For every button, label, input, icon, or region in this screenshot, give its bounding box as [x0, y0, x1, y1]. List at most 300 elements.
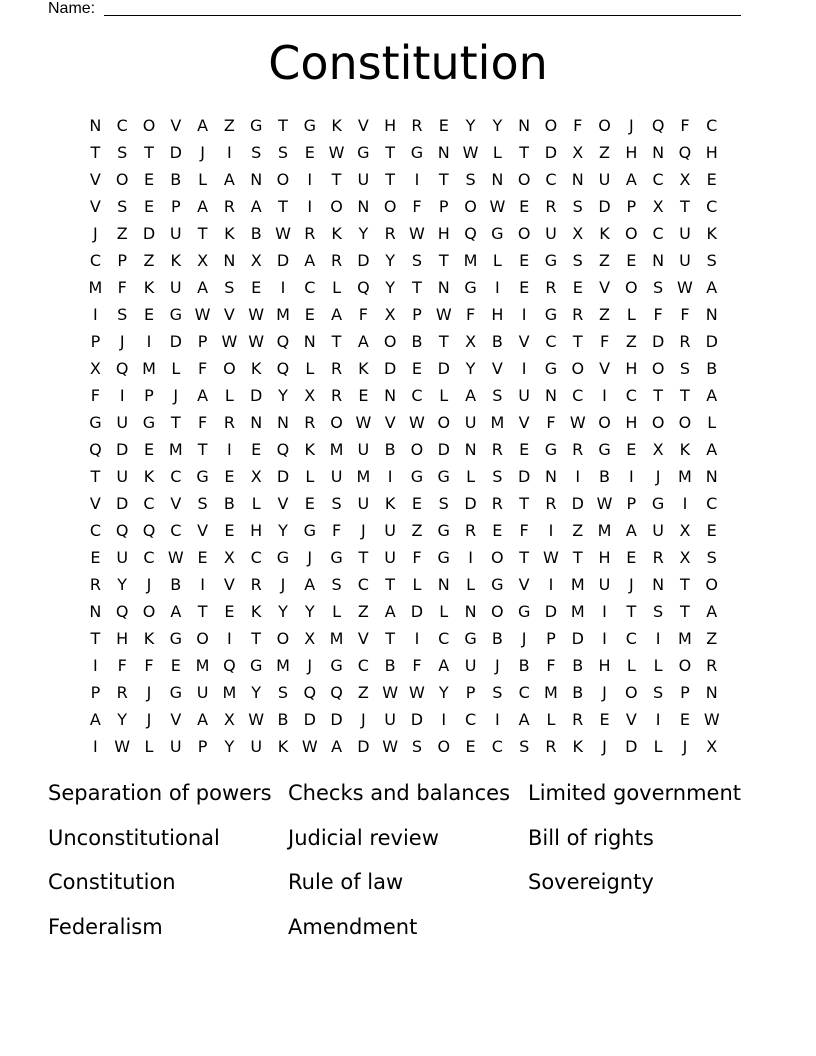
grid-letter: U: [330, 467, 343, 486]
grid-letter: P: [680, 683, 690, 702]
grid-letter: G: [303, 116, 316, 135]
grid-letter: S: [277, 683, 289, 702]
grid-letter: M: [678, 629, 692, 648]
grid-letter: G: [330, 656, 343, 675]
grid-letter: E: [224, 602, 235, 621]
grid-letter: B: [599, 467, 611, 486]
grid-letter: R: [223, 413, 235, 432]
grid-letter: P: [412, 305, 422, 324]
grid-letter: X: [652, 440, 664, 459]
grid-letter: S: [117, 305, 128, 324]
grid-letter: N: [464, 440, 477, 459]
grid-letter: P: [197, 332, 208, 351]
grid-letter: R: [223, 197, 235, 216]
grid-letter: G: [437, 548, 450, 567]
grid-letter: E: [626, 440, 637, 459]
grid-letter: C: [250, 548, 262, 567]
grid-letter: B: [223, 494, 235, 513]
grid-letter: V: [599, 359, 611, 378]
grid-letter: C: [464, 710, 477, 729]
grid-letter: B: [384, 440, 396, 459]
grid-letter: Q: [115, 521, 129, 540]
grid-letter: W: [114, 737, 131, 756]
grid-letter: T: [412, 278, 422, 297]
grid-letter: Z: [143, 251, 155, 270]
grid-letter: E: [706, 521, 717, 540]
grid-letter: O: [142, 602, 156, 621]
grid-letter: I: [93, 737, 98, 756]
grid-letter: R: [304, 413, 316, 432]
grid-letter: R: [491, 440, 503, 459]
grid-letter: J: [146, 575, 152, 594]
grid-letter: R: [384, 224, 396, 243]
grid-letter: V: [89, 494, 101, 513]
grid-letter: G: [330, 548, 343, 567]
grid-letter: V: [197, 521, 209, 540]
grid-letter: U: [169, 224, 182, 243]
grid-letter: E: [170, 656, 181, 675]
grid-letter: O: [651, 413, 665, 432]
grid-letter: O: [491, 602, 504, 621]
grid-letter: F: [573, 116, 583, 135]
grid-letter: M: [490, 413, 505, 432]
grid-letter: T: [680, 386, 690, 405]
grid-letter: X: [304, 386, 316, 405]
grid-letter: Y: [465, 359, 476, 378]
grid-letter: F: [680, 116, 690, 135]
grid-letter: B: [170, 170, 182, 189]
grid-letter: D: [571, 494, 584, 513]
grid-letter: I: [682, 494, 688, 513]
grid-letter: N: [652, 143, 665, 162]
grid-letter: G: [544, 359, 558, 378]
grid-letter: L: [492, 143, 502, 162]
grid-letter: G: [276, 548, 290, 567]
grid-letter: G: [464, 278, 477, 297]
grid-letter: F: [197, 413, 208, 432]
grid-letter: D: [142, 224, 156, 243]
grid-letter: L: [546, 710, 556, 729]
grid-letter: C: [411, 386, 423, 405]
grid-letter: R: [331, 359, 343, 378]
grid-letter: G: [169, 683, 182, 702]
grid-letter: I: [655, 629, 661, 648]
grid-letter: J: [93, 224, 98, 243]
grid-letter: T: [278, 197, 288, 216]
grid-letter: H: [491, 305, 504, 324]
grid-letter: N: [437, 278, 450, 297]
grid-letter: W: [677, 278, 693, 297]
grid-letter: D: [437, 440, 450, 459]
grid-letter: O: [196, 629, 209, 648]
grid-letter: I: [414, 629, 420, 648]
grid-letter: G: [598, 440, 611, 459]
grid-letter: C: [143, 494, 155, 513]
grid-letter: K: [384, 494, 396, 513]
grid-letter: J: [146, 683, 152, 702]
grid-letter: W: [382, 737, 399, 756]
grid-letter: Y: [465, 116, 476, 135]
grid-letter: H: [625, 143, 638, 162]
grid-letter: T: [358, 548, 369, 567]
grid-letter: I: [575, 467, 581, 486]
grid-letter: Y: [385, 278, 396, 297]
grid-letter: L: [171, 359, 181, 378]
grid-letter: T: [438, 170, 449, 189]
grid-letter: U: [679, 224, 691, 243]
grid-letter: O: [491, 548, 504, 567]
grid-letter: S: [438, 494, 449, 513]
grid-letter: K: [706, 224, 717, 243]
grid-letter: O: [517, 224, 531, 243]
grid-letter: N: [437, 143, 450, 162]
grid-letter: G: [437, 521, 450, 540]
grid-letter: E: [197, 548, 208, 567]
grid-letter: J: [628, 575, 634, 594]
grid-letter: F: [546, 656, 556, 675]
grid-letter: X: [679, 170, 691, 189]
word-list-item: Unconstitutional: [48, 825, 220, 850]
grid-letter: C: [304, 278, 316, 297]
grid-letter: P: [90, 332, 101, 351]
grid-letter: N: [223, 251, 236, 270]
grid-letter: K: [679, 440, 691, 459]
grid-letter: F: [680, 305, 690, 324]
grid-letter: D: [705, 332, 718, 351]
grid-letter: E: [143, 170, 155, 189]
grid-letter: E: [411, 359, 423, 378]
word-list-item: Constitution: [48, 870, 176, 894]
grid-letter: P: [197, 737, 208, 756]
word-list-item: Limited government: [528, 781, 742, 805]
grid-letter: D: [276, 251, 290, 270]
grid-letter: M: [463, 251, 478, 270]
grid-letter: U: [357, 170, 370, 189]
grid-letter: H: [625, 413, 638, 432]
grid-letter: L: [305, 467, 315, 486]
grid-letter: A: [304, 575, 316, 594]
grid-letter: Z: [411, 521, 423, 540]
grid-letter: K: [250, 359, 262, 378]
grid-letter: E: [224, 467, 235, 486]
grid-letter: O: [598, 413, 611, 432]
grid-letter: W: [221, 332, 238, 351]
word-list-item: Separation of powers: [48, 781, 272, 805]
grid-letter: X: [679, 521, 691, 540]
grid-letter: A: [706, 440, 718, 459]
grid-letter: U: [384, 548, 397, 567]
grid-letter: D: [544, 143, 558, 162]
grid-letter: R: [545, 197, 557, 216]
grid-letter: B: [706, 359, 718, 378]
grid-letter: N: [384, 386, 397, 405]
grid-letter: I: [93, 656, 98, 675]
grid-letter: D: [410, 710, 424, 729]
grid-letter: M: [356, 467, 371, 486]
grid-letter: G: [89, 413, 102, 432]
grid-letter: C: [491, 737, 503, 756]
grid-letter: A: [197, 710, 209, 729]
page-title: Constitution: [268, 36, 548, 90]
grid-letter: V: [518, 332, 530, 351]
grid-letter: J: [682, 737, 688, 756]
grid-letter: L: [439, 386, 449, 405]
grid-letter: A: [331, 737, 343, 756]
grid-letter: C: [545, 332, 557, 351]
grid-letter: T: [626, 602, 637, 621]
name-label: Name:: [48, 0, 96, 17]
grid-letter: R: [679, 332, 691, 351]
grid-letter: H: [705, 143, 718, 162]
grid-letter: V: [357, 116, 369, 135]
grid-letter: A: [197, 197, 209, 216]
grid-letter: Q: [142, 521, 156, 540]
grid-letter: M: [329, 440, 344, 459]
grid-letter: M: [88, 278, 103, 297]
grid-letter: T: [572, 548, 583, 567]
grid-letter: Z: [599, 143, 611, 162]
grid-letter: E: [224, 521, 235, 540]
grid-letter: S: [653, 278, 664, 297]
grid-letter: C: [357, 656, 369, 675]
grid-letter: N: [89, 602, 102, 621]
grid-letter: M: [329, 629, 344, 648]
grid-letter: E: [519, 440, 530, 459]
grid-letter: A: [357, 332, 369, 351]
grid-letter: G: [517, 602, 531, 621]
grid-letter: U: [357, 494, 370, 513]
grid-letter: X: [223, 548, 235, 567]
grid-letter: I: [655, 710, 661, 729]
grid-letter: P: [170, 197, 181, 216]
grid-letter: P: [90, 683, 101, 702]
grid-letter: E: [492, 521, 503, 540]
grid-letter: T: [251, 629, 262, 648]
grid-letter: K: [358, 359, 369, 378]
grid-letter: A: [197, 278, 209, 297]
grid-letter: O: [651, 359, 665, 378]
grid-letter: B: [277, 710, 289, 729]
grid-letter: D: [384, 359, 397, 378]
grid-letter: F: [117, 278, 127, 297]
grid-letter: M: [570, 575, 585, 594]
grid-letter: Y: [438, 683, 449, 702]
grid-letter: X: [304, 629, 316, 648]
grid-letter: E: [626, 251, 637, 270]
grid-letter: I: [494, 710, 500, 729]
grid-letter: T: [331, 332, 342, 351]
grid-letter: R: [572, 440, 584, 459]
grid-letter: G: [249, 656, 263, 675]
grid-letter: B: [491, 629, 503, 648]
grid-letter: W: [596, 494, 613, 513]
grid-letter: T: [197, 602, 208, 621]
grid-letter: O: [678, 656, 692, 675]
grid-letter: N: [544, 467, 557, 486]
grid-letter: G: [357, 143, 370, 162]
grid-letter: U: [357, 440, 370, 459]
grid-letter: L: [492, 251, 502, 270]
grid-letter: G: [169, 629, 182, 648]
grid-letter: B: [250, 224, 262, 243]
word-list-item: Judicial review: [288, 825, 439, 850]
grid-letter: V: [277, 494, 289, 513]
grid-letter: T: [680, 602, 690, 621]
grid-letter: W: [409, 413, 425, 432]
grid-letter: B: [491, 332, 503, 351]
grid-letter: Y: [358, 224, 369, 243]
grid-letter: F: [331, 521, 342, 540]
grid-letter: N: [437, 575, 450, 594]
grid-letter: C: [143, 548, 155, 567]
grid-letter: W: [248, 710, 265, 729]
grid-letter: Z: [625, 332, 637, 351]
grid-letter: G: [491, 224, 504, 243]
grid-letter: Y: [278, 602, 288, 621]
grid-letter: I: [602, 629, 607, 648]
grid-letter: O: [544, 116, 558, 135]
grid-letter: A: [518, 710, 530, 729]
grid-letter: R: [89, 575, 101, 594]
grid-letter: N: [491, 170, 504, 189]
grid-letter: Q: [464, 224, 477, 243]
grid-letter: Y: [492, 116, 503, 135]
grid-letter: U: [464, 656, 477, 675]
grid-letter: S: [492, 467, 503, 486]
grid-letter: C: [170, 521, 182, 540]
grid-letter: W: [409, 683, 425, 702]
grid-letter: Q: [276, 359, 290, 378]
grid-letter: U: [545, 224, 557, 243]
grid-letter: Z: [599, 305, 611, 324]
grid-letter: S: [197, 494, 208, 513]
grid-letter: R: [116, 683, 128, 702]
grid-letter: D: [517, 467, 531, 486]
grid-letter: T: [680, 197, 690, 216]
grid-letter: B: [572, 656, 584, 675]
word-list-item: Checks and balances: [288, 781, 511, 805]
grid-letter: G: [142, 413, 156, 432]
grid-letter: H: [625, 359, 638, 378]
grid-letter: X: [706, 737, 718, 756]
grid-letter: T: [331, 170, 342, 189]
grid-letter: F: [197, 359, 208, 378]
grid-letter: O: [276, 629, 290, 648]
grid-letter: A: [625, 170, 637, 189]
grid-letter: S: [519, 737, 530, 756]
grid-letter: N: [652, 251, 665, 270]
grid-letter: C: [170, 467, 182, 486]
grid-letter: T: [170, 413, 181, 432]
grid-letter: C: [89, 251, 101, 270]
grid-letter: J: [173, 386, 179, 405]
grid-letter: Q: [303, 683, 317, 702]
grid-letter: G: [544, 440, 558, 459]
grid-letter: X: [89, 359, 101, 378]
grid-letter: U: [518, 386, 530, 405]
grid-letter: V: [491, 359, 503, 378]
grid-letter: P: [546, 629, 556, 648]
grid-letter: E: [519, 278, 530, 297]
grid-letter: K: [250, 602, 262, 621]
word-list: [48, 776, 768, 954]
grid-letter: O: [625, 683, 638, 702]
grid-letter: K: [304, 440, 316, 459]
grid-letter: Q: [115, 359, 129, 378]
grid-letter: W: [489, 197, 506, 216]
grid-letter: C: [116, 116, 128, 135]
grid-letter: E: [358, 386, 369, 405]
grid-letter: E: [411, 494, 423, 513]
grid-letter: L: [198, 170, 208, 189]
grid-letter: G: [464, 629, 477, 648]
grid-letter: E: [143, 197, 155, 216]
grid-letter: O: [330, 413, 343, 432]
grid-letter: V: [170, 494, 182, 513]
grid-letter: J: [521, 629, 527, 648]
grid-letter: U: [116, 548, 129, 567]
grid-letter: E: [706, 170, 717, 189]
grid-letter: N: [89, 116, 102, 135]
grid-letter: J: [307, 548, 313, 567]
grid-letter: U: [169, 737, 182, 756]
grid-letter: A: [384, 602, 396, 621]
grid-letter: M: [276, 656, 290, 675]
grid-letter: D: [169, 332, 182, 351]
grid-letter: V: [89, 197, 101, 216]
grid-letter: R: [572, 305, 584, 324]
grid-letter: A: [170, 602, 182, 621]
grid-letter: W: [248, 305, 265, 324]
grid-letter: J: [494, 656, 500, 675]
grid-letter: R: [706, 656, 718, 675]
grid-letter: D: [598, 197, 611, 216]
grid-letter: O: [383, 332, 397, 351]
grid-letter: N: [250, 170, 263, 189]
grid-letter: S: [117, 197, 128, 216]
grid-letter: D: [116, 440, 129, 459]
grid-letter: R: [304, 224, 316, 243]
grid-letter: M: [544, 683, 558, 702]
grid-letter: W: [248, 332, 265, 351]
grid-letter: L: [653, 737, 663, 756]
grid-letter: Z: [572, 521, 584, 540]
grid-letter: D: [437, 359, 450, 378]
grid-letter: J: [602, 737, 607, 756]
grid-letter: L: [626, 305, 636, 324]
grid-letter: G: [169, 305, 182, 324]
grid-letter: E: [679, 710, 690, 729]
grid-letter: F: [412, 197, 422, 216]
grid-letter: C: [357, 575, 369, 594]
grid-letter: V: [223, 305, 235, 324]
word-list-item: Sovereignty: [528, 870, 654, 894]
grid-letter: S: [572, 251, 583, 270]
grid-letter: F: [412, 656, 422, 675]
grid-letter: J: [280, 575, 286, 594]
grid-letter: M: [142, 359, 156, 378]
word-search-grid: [82, 112, 725, 760]
grid-letter: W: [569, 413, 586, 432]
grid-letter: X: [652, 197, 664, 216]
grid-letter: C: [572, 386, 584, 405]
grid-letter: T: [385, 629, 396, 648]
grid-letter: P: [117, 251, 128, 270]
grid-letter: A: [706, 278, 718, 297]
grid-letter: F: [653, 305, 663, 324]
grid-letter: O: [276, 170, 290, 189]
grid-letter: O: [625, 224, 638, 243]
